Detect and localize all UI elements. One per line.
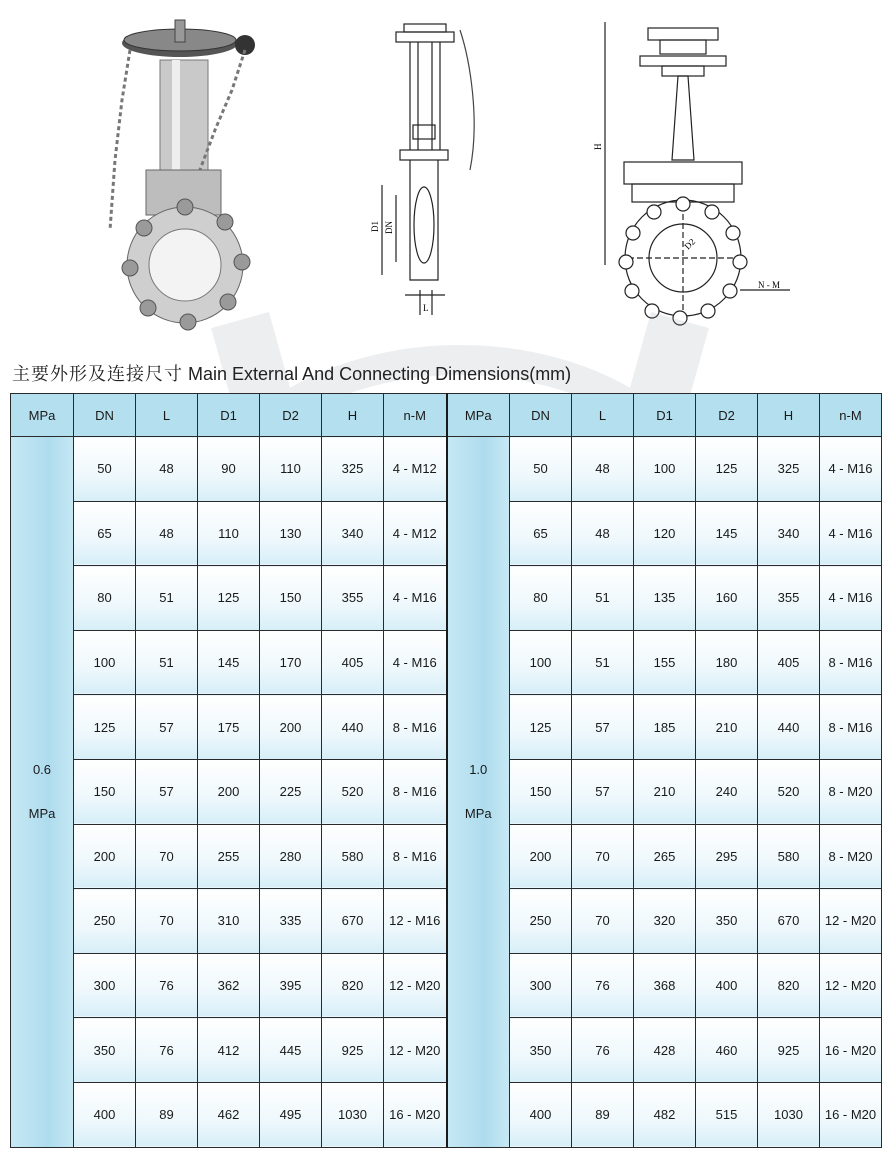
table-cell: 820 [322, 953, 384, 1018]
table-cell: 8 - M16 [820, 695, 882, 760]
table-cell: 8 - M16 [820, 630, 882, 695]
label-l: L [423, 303, 429, 313]
table-cell: 89 [136, 1082, 198, 1147]
table-cell: 405 [322, 630, 384, 695]
table-cell: 670 [322, 889, 384, 954]
header-cell: D1 [198, 394, 260, 437]
table-cell: 8 - M20 [820, 824, 882, 889]
table-cell: 350 [696, 889, 758, 954]
table-cell: 100 [634, 437, 696, 502]
label-d1: D1 [370, 221, 380, 232]
table-cell: 400 [510, 1082, 572, 1147]
table-cell: 200 [510, 824, 572, 889]
table-cell: 355 [322, 566, 384, 631]
table-cell: 70 [572, 824, 634, 889]
table-cell: 150 [74, 759, 136, 824]
table-cell: 185 [634, 695, 696, 760]
table-cell: 57 [572, 695, 634, 760]
table-cell: 145 [198, 630, 260, 695]
table-cell: 240 [696, 759, 758, 824]
table-cell: 255 [198, 824, 260, 889]
table-cell: 51 [136, 566, 198, 631]
table-cell: 150 [260, 566, 322, 631]
table-cell: 135 [634, 566, 696, 631]
table-cell: 460 [696, 1018, 758, 1083]
label-nm: N - M [758, 280, 780, 290]
table-cell: 4 - M12 [384, 437, 447, 502]
table-cell: 70 [136, 889, 198, 954]
table-cell: 16 - M20 [820, 1018, 882, 1083]
table-cell: 57 [136, 759, 198, 824]
table-cell: 12 - M16 [384, 889, 447, 954]
table-cell: 200 [260, 695, 322, 760]
table-cell: 412 [198, 1018, 260, 1083]
table-cell: 57 [136, 695, 198, 760]
table-cell: 65 [74, 501, 136, 566]
table-cell: 4 - M16 [820, 501, 882, 566]
header-cell: D2 [260, 394, 322, 437]
table-cell: 1030 [758, 1082, 820, 1147]
table-cell: 155 [634, 630, 696, 695]
table-cell: 16 - M20 [820, 1082, 882, 1147]
table-cell: 1030 [322, 1082, 384, 1147]
table-cell: 170 [260, 630, 322, 695]
table-cell: 580 [322, 824, 384, 889]
product-figures [0, 0, 890, 355]
table-cell: 428 [634, 1018, 696, 1083]
table-cell: 200 [74, 824, 136, 889]
dimensions-table [10, 393, 882, 1148]
table-cell: 8 - M16 [384, 695, 447, 760]
table-row [11, 630, 882, 695]
table-cell: 265 [634, 824, 696, 889]
table-cell: 8 - M16 [384, 759, 447, 824]
table-cell: 4 - M16 [384, 566, 447, 631]
table-cell: 100 [510, 630, 572, 695]
table-cell: 250 [74, 889, 136, 954]
header-cell: n-M [384, 394, 447, 437]
table-cell: 400 [74, 1082, 136, 1147]
table-cell: 57 [572, 759, 634, 824]
table-cell: 51 [136, 630, 198, 695]
table-cell: 925 [758, 1018, 820, 1083]
table-cell: 400 [696, 953, 758, 1018]
header-cell: DN [74, 394, 136, 437]
table-cell: 225 [260, 759, 322, 824]
table-cell: 80 [74, 566, 136, 631]
table-cell: 482 [634, 1082, 696, 1147]
table-cell: 325 [322, 437, 384, 502]
table-cell: 300 [74, 953, 136, 1018]
label-h: H [593, 143, 603, 150]
table-cell: 125 [510, 695, 572, 760]
table-cell: 4 - M12 [384, 501, 447, 566]
table-cell: 125 [696, 437, 758, 502]
table-cell: 210 [696, 695, 758, 760]
table-cell: 350 [510, 1018, 572, 1083]
table-cell: 80 [510, 566, 572, 631]
table-row [11, 437, 882, 502]
table-cell: 16 - M20 [384, 1082, 447, 1147]
table-row [11, 953, 882, 1018]
header-cell: MPa [447, 394, 510, 437]
table-cell: 670 [758, 889, 820, 954]
pressure-cell-right [447, 437, 510, 1148]
table-cell: 368 [634, 953, 696, 1018]
table-cell: 515 [696, 1082, 758, 1147]
table-body [11, 437, 882, 1148]
table-cell: 310 [198, 889, 260, 954]
table-cell: 335 [260, 889, 322, 954]
table-cell: 51 [572, 630, 634, 695]
header-cell: H [322, 394, 384, 437]
table-cell: 405 [758, 630, 820, 695]
table-cell: 70 [136, 824, 198, 889]
table-cell: 925 [322, 1018, 384, 1083]
table-cell: 51 [572, 566, 634, 631]
table-row [11, 695, 882, 760]
table-row [11, 566, 882, 631]
table-cell: 70 [572, 889, 634, 954]
pressure-value: 0.6 [32, 761, 52, 777]
table-cell: 4 - M16 [384, 630, 447, 695]
table-cell: 445 [260, 1018, 322, 1083]
table-cell: 320 [634, 889, 696, 954]
table-cell: 355 [758, 566, 820, 631]
table-cell: 12 - M20 [820, 889, 882, 954]
valve-photo [110, 20, 255, 330]
header-cell: H [758, 394, 820, 437]
table-row [11, 759, 882, 824]
table-cell: 395 [260, 953, 322, 1018]
table-header-row [11, 394, 882, 437]
header-cell: D1 [634, 394, 696, 437]
table-cell: 50 [510, 437, 572, 502]
table-cell: 295 [696, 824, 758, 889]
table-cell: 462 [198, 1082, 260, 1147]
table-cell: 76 [572, 953, 634, 1018]
heading-chinese: 主要外形及连接尺寸 [12, 364, 183, 385]
table-cell: 100 [74, 630, 136, 695]
pressure-unit: MPa [464, 805, 492, 821]
table-cell: 250 [510, 889, 572, 954]
table-cell: 125 [198, 566, 260, 631]
header-cell: D2 [696, 394, 758, 437]
table-cell: 130 [260, 501, 322, 566]
table-row [11, 1018, 882, 1083]
pressure-unit: MPa [28, 805, 56, 821]
header-cell: L [136, 394, 198, 437]
table-cell: 200 [198, 759, 260, 824]
label-d2: D2 [682, 236, 698, 252]
table-cell: 48 [136, 501, 198, 566]
table-cell: 175 [198, 695, 260, 760]
table-cell: 76 [136, 1018, 198, 1083]
table-cell: 90 [198, 437, 260, 502]
table-cell: 350 [74, 1018, 136, 1083]
table-cell: 580 [758, 824, 820, 889]
table-cell: 48 [572, 501, 634, 566]
table-cell: 520 [758, 759, 820, 824]
table-cell: 340 [758, 501, 820, 566]
section-heading [12, 360, 571, 386]
table-cell: 50 [74, 437, 136, 502]
table-cell: 210 [634, 759, 696, 824]
table-cell: 180 [696, 630, 758, 695]
table-cell: 12 - M20 [384, 1018, 447, 1083]
header-cell: DN [510, 394, 572, 437]
header-cell: n-M [820, 394, 882, 437]
table-row [11, 824, 882, 889]
table-cell: 520 [322, 759, 384, 824]
table-cell: 440 [322, 695, 384, 760]
table-cell: 89 [572, 1082, 634, 1147]
table-cell: 12 - M20 [820, 953, 882, 1018]
header-cell: L [572, 394, 634, 437]
table-cell: 280 [260, 824, 322, 889]
table-cell: 76 [136, 953, 198, 1018]
table-cell: 495 [260, 1082, 322, 1147]
table-cell: 160 [696, 566, 758, 631]
table-cell: 76 [572, 1018, 634, 1083]
table-row [11, 889, 882, 954]
table-cell: 150 [510, 759, 572, 824]
table-cell: 8 - M20 [820, 759, 882, 824]
front-elevation-drawing [605, 22, 790, 316]
table-cell: 48 [136, 437, 198, 502]
table-cell: 440 [758, 695, 820, 760]
label-dn: DN [384, 221, 394, 234]
table-cell: 145 [696, 501, 758, 566]
table-cell: 325 [758, 437, 820, 502]
table-row [11, 1082, 882, 1147]
table-cell: 4 - M16 [820, 437, 882, 502]
table-row [11, 501, 882, 566]
table-cell: 110 [198, 501, 260, 566]
table-cell: 12 - M20 [384, 953, 447, 1018]
table-cell: 300 [510, 953, 572, 1018]
table-cell: 110 [260, 437, 322, 502]
header-cell: MPa [11, 394, 74, 437]
table-cell: 48 [572, 437, 634, 502]
table-cell: 820 [758, 953, 820, 1018]
heading-english: Main External And Connecting Dimensions(mm) [188, 364, 572, 384]
table-cell: 8 - M16 [384, 824, 447, 889]
table-cell: 4 - M16 [820, 566, 882, 631]
pressure-cell-left [11, 437, 74, 1148]
table-cell: 340 [322, 501, 384, 566]
table-cell: 65 [510, 501, 572, 566]
table-cell: 125 [74, 695, 136, 760]
table-cell: 120 [634, 501, 696, 566]
side-section-drawing [382, 24, 474, 315]
pressure-value: 1.0 [469, 761, 488, 777]
table-cell: 362 [198, 953, 260, 1018]
